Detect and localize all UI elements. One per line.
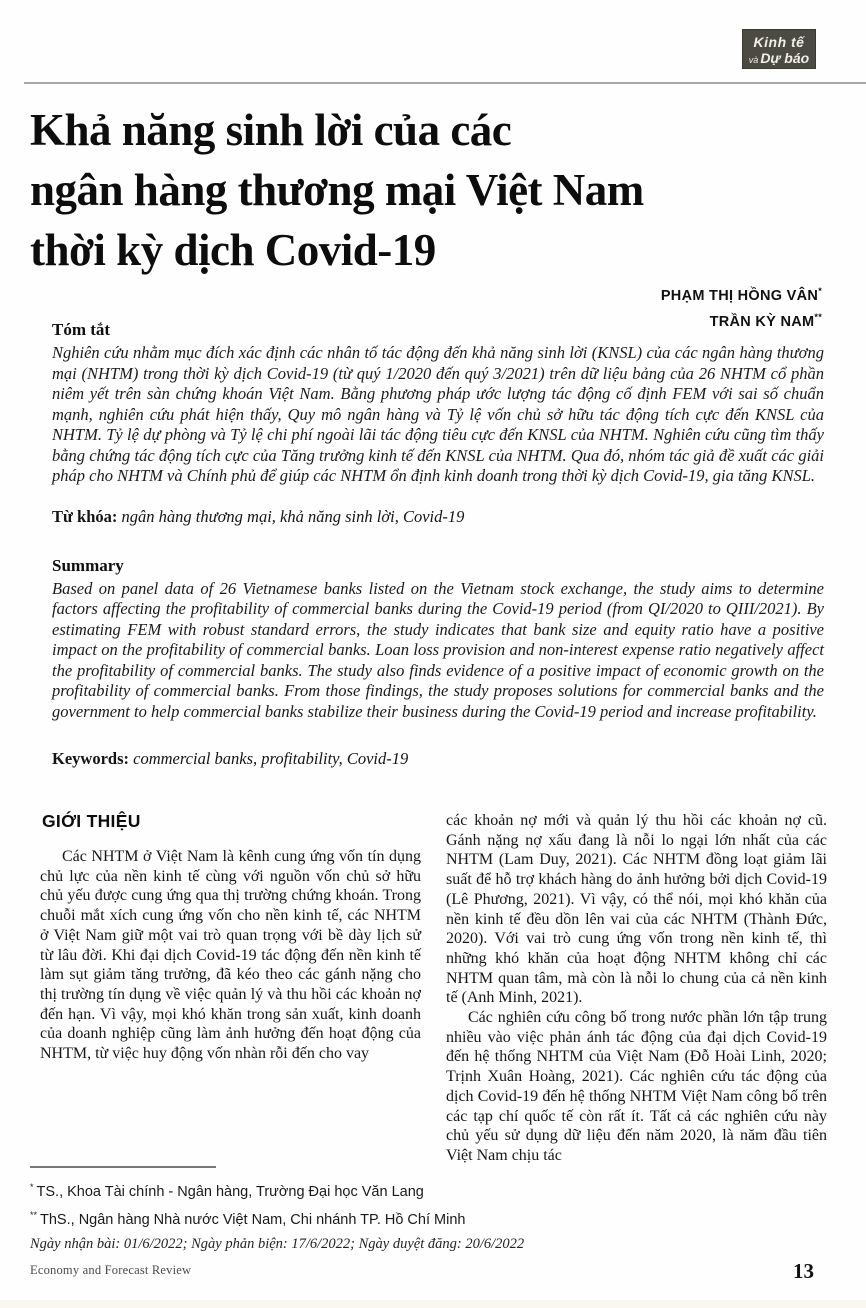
journal-logo-line2-main: Dự báo: [760, 50, 810, 66]
keywords-en-text: commercial banks, profitability, Covid-19: [129, 749, 409, 768]
page-bottom-strip: [0, 1300, 866, 1308]
footnote-divider: [30, 1166, 216, 1168]
author-1: [661, 281, 822, 307]
submission-dates: Ngày nhận bài: 01/6/2022; Ngày phản biện: 17/6/2022; Ngày duyệt đăng: 20/6/2022: [30, 1235, 525, 1252]
article-title: [30, 100, 840, 280]
keywords-vi-line: [52, 507, 824, 527]
article-title-line2: ngân hàng thương mại Việt Nam: [30, 165, 644, 215]
page-number: 13: [793, 1259, 814, 1283]
footnote-1-text: TS., Khoa Tài chính - Ngân hàng, Trường Đại học Văn Lang: [36, 1183, 424, 1200]
keywords-vi-text: ngân hàng thương mại, khả năng sinh lời, Covid-19: [117, 506, 465, 526]
article-title-line1: Khả năng sinh lời của các: [30, 105, 512, 155]
keywords-en-label: Keywords:: [52, 749, 129, 768]
keywords-en-line: [52, 749, 824, 769]
journal-logo-line2: [743, 51, 815, 65]
abstract-vi-heading: Tóm tắt: [52, 320, 111, 339]
abstract-vi-text: Nghiên cứu nhằm mục đích xác định các nhân tố tác động đến khả năng sinh lời (KNSL) của các ngân hàng thương mại (NHTM) trong thời kỳ dịch Covid-19 (từ quý 1/2020 đến quý 3/2021) trên dữ liệu bảng của 26 NHTM cổ phần niêm yết trên sàn chứng khoán Việt Nam. Bằng phương pháp ước lượng tác động cố định FEM với sai số chuẩn mạnh, nghiên cứu phát hiện thấy, Quy mô ngân hàng và Tỷ lệ vốn chủ sở hữu tác động tích cực đến KNSL của NHTM. Tỷ lệ dự phòng và Tỷ lệ chi phí ngoài lãi tác động tiêu cực đến KNSL của NHTM. Nghiên cứu cũng tìm thấy bằng chứng tác động tích cực của Tăng trưởng kinh tế đến KNSL của NHTM. Qua đó, nhóm tác giả đề xuất các giải pháp cho NHTM và Chính phủ để giúp các NHTM ổn định kinh doanh trong thời kỳ dịch Covid-19, gia tăng KNSL.: [52, 343, 824, 485]
header-divider: [24, 82, 866, 84]
author-1-marker: *: [818, 286, 822, 296]
abstract-section: [52, 320, 824, 769]
journal-name-footer: Economy and Forecast Review: [30, 1263, 192, 1277]
intro-paragraph-2: Các nghiên cứu công bố trong nước phần lớn tập trung nhiều vào việc phản ánh tác động của đại dịch Covid-19 đến hệ thống NHTM của Việt Nam (Đỗ Hoài Linh, 2020; Trịnh Xuân Hoàng, 2021). Các nghiên cứu tác động của dịch Covid-19 đến hệ thống NHTM Việt Nam công bố trên các tạp chí quốc tế còn rất ít. Tất cả các nghiên cứu này chủ yếu sử dụng dữ liệu đến năm 2020, là năm đầu tiên Việt Nam chịu tác: [446, 1009, 827, 1164]
intro-paragraph-1: Các NHTM ở Việt Nam là kênh cung ứng vốn tín dụng chủ lực của nền kinh tế cùng với nguồn vốn chủ sở hữu chủ yếu được cung ứng qua thị trường chứng khoán. Trong chuỗi mắt xích cung ứng vốn cho nền kinh tế, các NHTM ở Việt Nam giữ một vai trò quan trọng với bề dày lịch sử từ lâu đời. Khi đại dịch Covid-19 tác động đến nền kinh tế làm sụt giảm tăng trưởng, đã kéo theo các gánh nặng cho thị trường tín dụng về việc quản lý và thu hồi các khoản nợ đến hạn. Vì vậy, mọi khó khăn trong sản xuất, kinh doanh của doanh nghiệp cũng làm ảnh hưởng đến hoạt động của NHTM, từ việc huy động vốn nhàn rỗi đến cho vay: [40, 848, 421, 1063]
abstract-en-text: Based on panel data of 26 Vietnamese banks listed on the Vietnam stock exchange, the study aims to determine factors affecting the profitability of commercial banks during the Covid-19 period (from QI/2020 to QIII/2021). By estimating FEM with robust standard errors, the study indicates that bank size and equity ratio have a positive impact on the profitability of commercial banks. Loan loss provision and non-interest expense ratio negatively affect the profitability of commercial banks. The study also finds evidence of a positive impact of economic growth on the profitability of commercial banks. From those findings, the study proposes solutions for commercial banks and the government to help commercial banks stabilize their business during the Covid-19 period and increase profitability.: [52, 578, 824, 721]
footnotes: [30, 1176, 830, 1256]
footnote-2-marker: **: [30, 1209, 38, 1220]
author-1-name: PHẠM THỊ HỒNG VÂN: [660, 287, 819, 304]
journal-logo-line2-prefix: và: [748, 55, 759, 65]
left-column: [40, 811, 421, 1166]
author-2-name: TRẦN KỲ NAM: [709, 313, 815, 330]
footnote-2-text: ThS., Ngân hàng Nhà nước Việt Nam, Chi nhánh TP. Hồ Chí Minh: [40, 1211, 466, 1228]
journal-logo: [742, 29, 816, 69]
author-2-marker: **: [814, 311, 822, 322]
footnote-1: [30, 1176, 830, 1204]
right-column: [446, 811, 827, 1166]
intro-paragraph-1-continued: các khoản nợ mới và quản lý thu hồi các khoản nợ cũ. Gánh nặng nợ xấu đang là nỗi lo ngại lớn nhất của các NHTM (Lam Duy, 2021). Các NHTM đồng loạt giảm lãi suất để hỗ trợ khách hàng do ảnh hưởng bởi dịch Covid-19 (Lê Phương, 2021). Vì vậy, có thể nói, mọi khó khăn của nền kinh tế đều dồn lên vai của các NHTM (Thành Đức, 2020). Với vai trò cung ứng vốn trong nền kinh tế, thì những khó khăn của hoạt động NHTM không chỉ các NHTM quan tâm, mà còn là nỗi lo chung của cả nền kinh tế (Anh Minh, 2021).: [446, 812, 827, 1007]
keywords-vi-label: Từ khóa:: [52, 506, 118, 526]
footnote-2: [30, 1204, 830, 1232]
abstract-en-heading: Summary: [52, 555, 124, 575]
introduction-section: [40, 811, 828, 1166]
article-title-line3: thời kỳ dịch Covid-19: [30, 225, 436, 275]
introduction-heading: GIỚI THIỆU: [42, 811, 141, 831]
journal-logo-line1: Kinh tế: [753, 34, 805, 50]
footnote-1-marker: *: [30, 1182, 34, 1192]
